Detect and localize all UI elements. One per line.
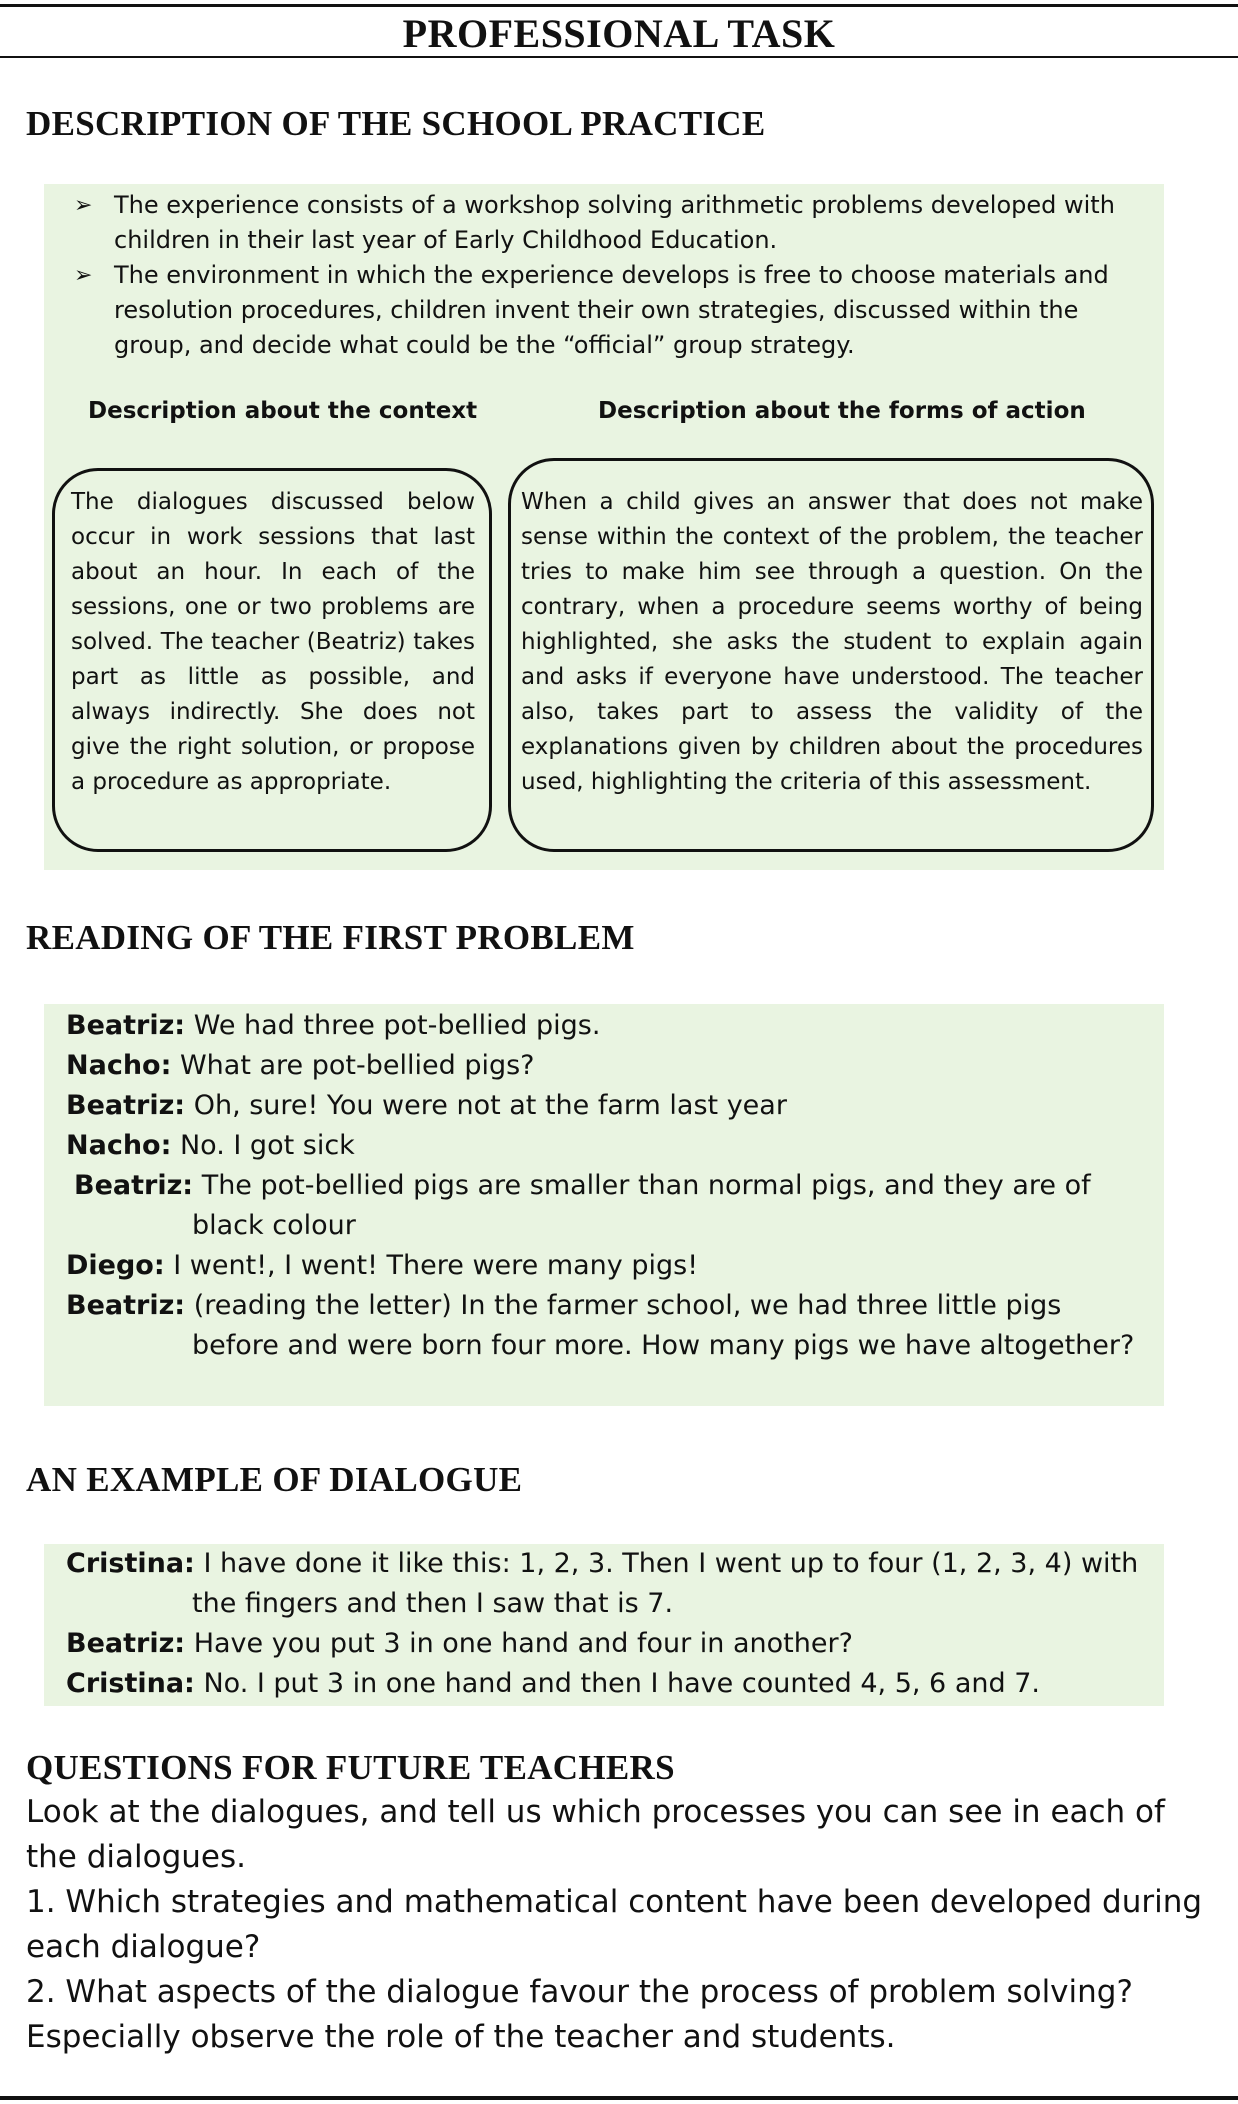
bottom-rule <box>0 2096 1238 2100</box>
top-rule <box>0 4 1238 7</box>
dialogue-line <box>66 1246 1146 1286</box>
dialogue-text: Oh, sure! You were not at the farm last year <box>193 1090 787 1121</box>
dialogue-text: No. I put 3 in one hand and then I have counted 4, 5, 6 and 7. <box>203 1668 1040 1699</box>
dialogue-text: Have you put 3 in one hand and four in another? <box>193 1628 853 1659</box>
speaker-name: Cristina: <box>66 1668 195 1699</box>
speaker-name: Nacho: <box>66 1130 172 1161</box>
question-item: 2. What aspects of the dialogue favour the process of problem solving? Especially observe the role of the teacher and students. <box>26 1974 1133 2055</box>
example-dialogue <box>66 1544 1146 1704</box>
speaker-name: Beatriz: <box>66 1628 186 1659</box>
dialogue-text: We had three pot-bellied pigs. <box>193 1010 601 1041</box>
action-heading: Description about the forms of action <box>598 398 1086 424</box>
dialogue-text: I have done it like this: 1, 2, 3. Then I went up to four (1, 2, 3, 4) with <box>203 1548 1139 1579</box>
dialogue-continuation: the fingers and then I saw that is 7. <box>192 1588 674 1619</box>
dialogue-text: I went!, I went! There were many pigs! <box>173 1250 699 1281</box>
dialogue-line <box>66 1086 1146 1126</box>
dialogue-continuation: before and were born four more. How many pigs we have altogether? <box>192 1330 1135 1361</box>
arrow-bullet-icon: ➢ <box>74 263 93 288</box>
dialogue-line <box>66 1286 1146 1366</box>
context-text: The dialogues discussed below occur in work sessions that last about an hour. In each of the sessions, one or two problems are solved. The teacher (Beatriz) takes part as little as possible, and always indirectly. She does not give the right solution, or propose a procedure as appropriate. <box>71 489 475 795</box>
speaker-name: Beatriz: <box>66 1010 186 1041</box>
speaker-name: Beatriz: <box>66 1290 186 1321</box>
dialogue-line <box>66 1006 1146 1046</box>
dialogue-line <box>66 1624 1146 1664</box>
example-heading: AN EXAMPLE OF DIALOGUE <box>26 1460 523 1499</box>
questions-heading: QUESTIONS FOR FUTURE TEACHERS <box>26 1748 675 1787</box>
page-title: PROFESSIONAL TASK <box>402 11 836 56</box>
dialogue-text: No. I got sick <box>179 1130 355 1161</box>
dialogue-line <box>66 1166 1146 1246</box>
dialogue-text: What are pot-bellied pigs? <box>179 1050 535 1081</box>
dialogue-text: The pot-bellied pigs are smaller than normal pigs, and they are of <box>201 1170 1091 1201</box>
bullet-text: The experience consists of a workshop solving arithmetic problems developed with children in their last year of Early Childhood Education. <box>114 191 1115 254</box>
dialogue-continuation: black colour <box>192 1210 356 1241</box>
practice-box <box>44 184 1164 870</box>
bullet-text: The environment in which the experience develops is free to choose materials and resolution procedures, children invent their own strategies, discussed within the group, and decide what could be the “official” group strategy. <box>114 261 1109 359</box>
dialogue-line <box>66 1046 1146 1086</box>
speaker-name: Cristina: <box>66 1548 195 1579</box>
bullet-list <box>74 188 1144 363</box>
context-heading: Description about the context <box>88 398 478 424</box>
bullet-item <box>74 258 1144 363</box>
question-item: 1. Which strategies and mathematical content have been developed during each dialogue? <box>26 1884 1203 1965</box>
reading-box <box>44 1004 1164 1406</box>
practice-heading: DESCRIPTION OF THE SCHOOL PRACTICE <box>26 104 766 143</box>
speaker-name: Beatriz: <box>66 1090 186 1121</box>
context-box <box>52 468 492 852</box>
dialogue-line <box>66 1544 1146 1624</box>
action-text: When a child gives an answer that does not make sense within the context of the problem, the teacher tries to make him see through a question. On the contrary, when a procedure seems worthy of being highlighted, she asks the student to explain again and asks if everyone have understood. The teacher also, takes part to assess the validity of the explanations given by children about the procedures used, highlighting the criteria of this assessment. <box>521 489 1143 795</box>
reading-dialogue <box>66 1006 1146 1366</box>
questions-block <box>26 1790 1216 2060</box>
dialogue-line <box>66 1664 1146 1704</box>
speaker-name: Nacho: <box>66 1050 172 1081</box>
reading-heading: READING OF THE FIRST PROBLEM <box>26 918 635 957</box>
speaker-name: Diego: <box>66 1250 165 1281</box>
dialogue-line <box>66 1126 1146 1166</box>
questions-intro: Look at the dialogues, and tell us which processes you can see in each of the dialogues. <box>26 1794 1165 1875</box>
dialogue-text: (reading the letter) In the farmer school, we had three little pigs <box>193 1290 1062 1321</box>
arrow-bullet-icon: ➢ <box>74 193 93 218</box>
speaker-name: Beatriz: <box>74 1170 194 1201</box>
bullet-item <box>74 188 1144 258</box>
title-rule <box>0 56 1238 58</box>
example-box <box>44 1544 1164 1706</box>
action-box <box>508 458 1154 852</box>
